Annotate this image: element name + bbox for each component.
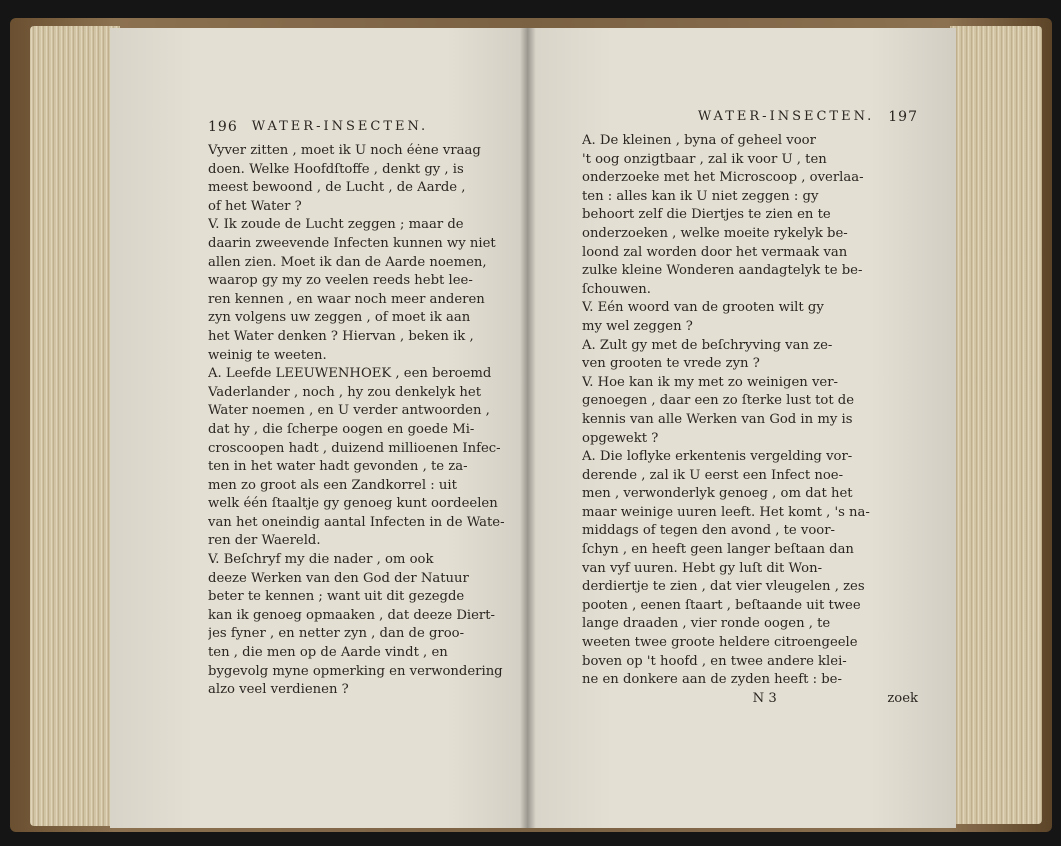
- right-page-edges: [950, 26, 1042, 824]
- text-line: ſchouwen.: [582, 281, 651, 297]
- right-running-head: WATER-INSECTEN.: [697, 109, 875, 124]
- text-line: onderzoeke met het Microscoop , overlaa-: [582, 170, 864, 186]
- text-line: V. Eén woord van de grooten wilt gy: [582, 300, 824, 316]
- text-line: weeten twee groote heldere citroengeele: [582, 635, 858, 651]
- left-page-number: 196: [208, 119, 238, 135]
- text-line: ren kennen , en waar noch meer anderen: [208, 291, 485, 307]
- text-line: 't oog onzigtbaar , zal ik voor U , ten: [582, 151, 827, 167]
- text-line: bygevolg myne opmerking en verwondering: [208, 663, 503, 679]
- text-line: kennis van alle Werken van God in my is: [582, 411, 853, 427]
- text-line: men zo groot als een Zandkorrel : uit: [208, 477, 457, 493]
- text-line: A. Leefde LEEUWENHOEK , een beroemd: [208, 366, 492, 382]
- right-page-number: 197: [888, 109, 918, 125]
- text-line: van het oneindig aantal Infecten in de Wate-: [208, 514, 505, 530]
- text-line: ten in het water hadt gevonden , te za-: [208, 459, 468, 475]
- right-page-footer: [582, 690, 918, 709]
- text-line: doen. Welke Hoofdſtoffe , denkt gy , is: [208, 161, 464, 177]
- text-line: my wel zeggen ?: [582, 318, 693, 334]
- text-line: zyn volgens uw zeggen , of moet ik aan: [208, 310, 471, 326]
- text-line: weinig te weeten.: [208, 347, 327, 363]
- text-line: men , verwonderlyk genoeg , om dat het: [582, 486, 853, 502]
- left-page: [110, 28, 530, 828]
- left-running-head: WATER-INSECTEN.: [251, 119, 429, 134]
- text-line: dat hy , die ſcherpe oogen en goede Mi-: [208, 421, 475, 437]
- text-line: welk één ſtaaltje gy genoeg kunt oordeelen: [208, 496, 498, 512]
- text-line: het Water denken ? Hiervan , beken ik ,: [208, 328, 474, 344]
- right-text-block: [582, 108, 918, 708]
- text-line: derdiertje te zien , dat vier vleugelen , zes: [582, 579, 865, 595]
- text-line: kan ik genoeg opmaaken , dat deeze Diert-: [208, 607, 495, 623]
- text-line: derende , zal ik U eerst een Infect noe-: [582, 467, 844, 483]
- text-line: pooten , eenen ſtaart , beſtaande uit twee: [582, 597, 861, 613]
- text-line: waarop gy my zo veelen reeds hebt lee-: [208, 273, 473, 289]
- text-line: V. Ik zoude de Lucht zeggen ; maar de: [208, 217, 464, 233]
- text-line: V. Beſchryf my die nader , om ook: [208, 552, 434, 568]
- book-gutter: [520, 28, 536, 828]
- text-line: A. Die loflyke erkentenis vergelding vor-: [582, 449, 853, 465]
- text-line: ten : alles kan ik U niet zeggen : gy: [582, 188, 819, 204]
- text-line: onderzoeken , welke moeite rykelyk be-: [582, 225, 848, 241]
- text-line: behoort zelf die Diertjes te zien en te: [582, 207, 831, 223]
- text-line: middags of tegen den avond , te voor-: [582, 523, 835, 539]
- text-line: A. Zult gy met de beſchryving van ze-: [582, 337, 833, 353]
- right-page-header: [582, 108, 918, 128]
- text-line: lange draaden , vier ronde oogen , te: [582, 616, 831, 632]
- text-line: A. De kleinen , byna of geheel voor: [582, 133, 816, 148]
- text-line: jes fyner , en netter zyn , dan de groo-: [208, 626, 465, 642]
- text-line: Vaderlander , noch , hy zou denkelyk het: [208, 384, 482, 400]
- text-line: ſchyn , en heeft geen langer beſtaan dan: [582, 542, 854, 558]
- text-line: croscoopen hadt , duizend millioenen Infec-: [208, 440, 501, 456]
- text-line: deeze Werken van den God der Natuur: [208, 570, 469, 586]
- right-page: [528, 28, 956, 828]
- text-line: maar weinige uuren leeft. Het komt , 's na-: [582, 504, 870, 520]
- text-line: zulke kleine Wonderen aandagtelyk te be-: [582, 263, 863, 279]
- text-line: ne en donkere aan de zyden heeft : be-: [582, 672, 842, 688]
- right-catchword: zoek: [887, 690, 918, 706]
- left-page-edges: [30, 26, 120, 826]
- right-signature: N 3: [752, 690, 777, 706]
- text-line: Water noemen , en U verder antwoorden ,: [208, 403, 490, 419]
- text-line: loond zal worden door het vermaak van: [582, 244, 848, 260]
- text-line: opgewekt ?: [582, 430, 659, 446]
- text-line: of het Water ?: [208, 198, 302, 214]
- text-line: beter te kennen ; want uit dit gezegde: [208, 589, 465, 605]
- text-line: alzo veel verdienen ?: [208, 682, 349, 698]
- text-line: daarin zweevende Infecten kunnen wy niet: [208, 235, 496, 251]
- right-text-lines: [582, 132, 918, 690]
- text-line: ven grooten te vrede zyn ?: [582, 356, 760, 372]
- text-line: V. Hoe kan ik my met zo weinigen ver-: [582, 374, 838, 390]
- text-line: allen zien. Moet ik dan de Aarde noemen,: [208, 254, 487, 270]
- text-line: meest bewoond , de Lucht , de Aarde ,: [208, 180, 466, 196]
- text-line: boven op 't hoofd , en twee andere klei-: [582, 653, 847, 669]
- text-line: Vyver zitten , moet ik U noch éėne vraag: [208, 143, 481, 158]
- text-line: ten , die men op de Aarde vindt , en: [208, 645, 448, 661]
- text-line: ren der Waereld.: [208, 533, 321, 549]
- text-line: van vyf uuren. Hebt gy luſt dit Won-: [582, 560, 823, 576]
- text-line: genoegen , daar een zo ſterke lust tot de: [582, 393, 855, 409]
